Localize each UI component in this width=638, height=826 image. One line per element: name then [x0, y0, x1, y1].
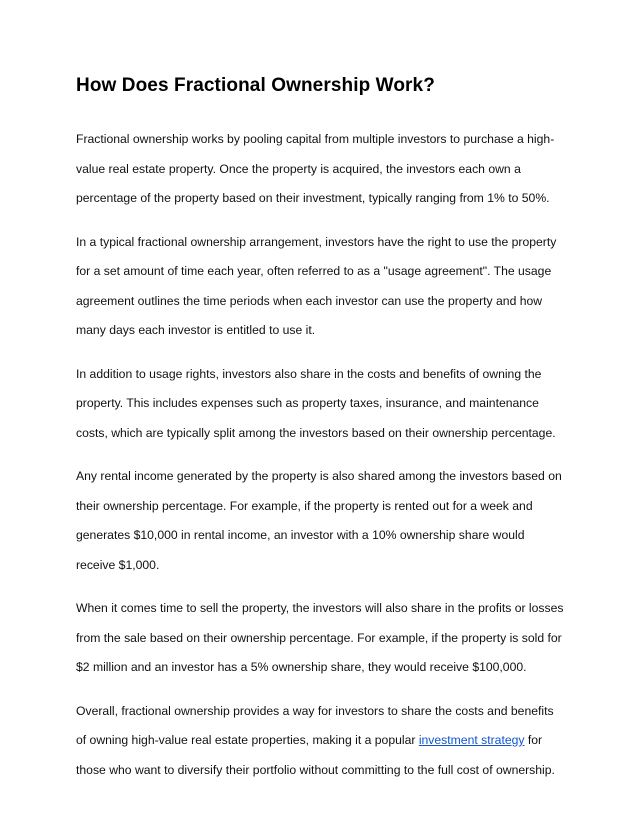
paragraph-conclusion — [76, 697, 566, 786]
paragraph-costs-benefits: In addition to usage rights, investors also share in the costs and benefits of owning the property. This includes expenses such as property taxes, insurance, and maintenance costs, which are typically split among the investors based on their ownership percentage. — [76, 366, 556, 440]
document-body — [76, 72, 566, 785]
page-title: How Does Fractional Ownership Work? — [76, 75, 435, 96]
investment-strategy-link[interactable]: investment strategy — [418, 733, 525, 747]
paragraph-usage-agreement: In a typical fractional ownership arrangement, investors have the right to use the property for a set amount of time each year, often referred to as a "usage agreement". The usage agreement outlines the time periods when each investor can use the property and how many days each investor is entitled to use it. — [76, 234, 557, 337]
paragraph-pooling-capital: Fractional ownership works by pooling capital from multiple investors to purchase a high-value real estate property. Once the property is acquired, the investors each own a percentage of the property based on their investment, typically ranging from 1% to 50%. — [76, 132, 555, 205]
paragraph-rental-income: Any rental income generated by the property is also shared among the investors based on their ownership percentage. For example, if the property is rented out for a week and generates $10,000 in rental income, an investor with a 10% ownership share would receive $1,000. — [76, 469, 562, 572]
conclusion-text-before-link: Overall, fractional ownership provides a way for investors to share the costs and benefits of owning high-value real estate properties, making it a popular — [76, 703, 554, 747]
conclusion-text-after-link: for those who want to diversify their portfolio without committing to the full cost of ownership. — [76, 733, 555, 777]
paragraph-selling-property: When it comes time to sell the property, the investors will also share in the profits or losses from the sale based on their ownership percentage. For example, if the property is sold for $2 million and an investor has a 5% ownership share, they would receive $100,000. — [76, 601, 564, 674]
